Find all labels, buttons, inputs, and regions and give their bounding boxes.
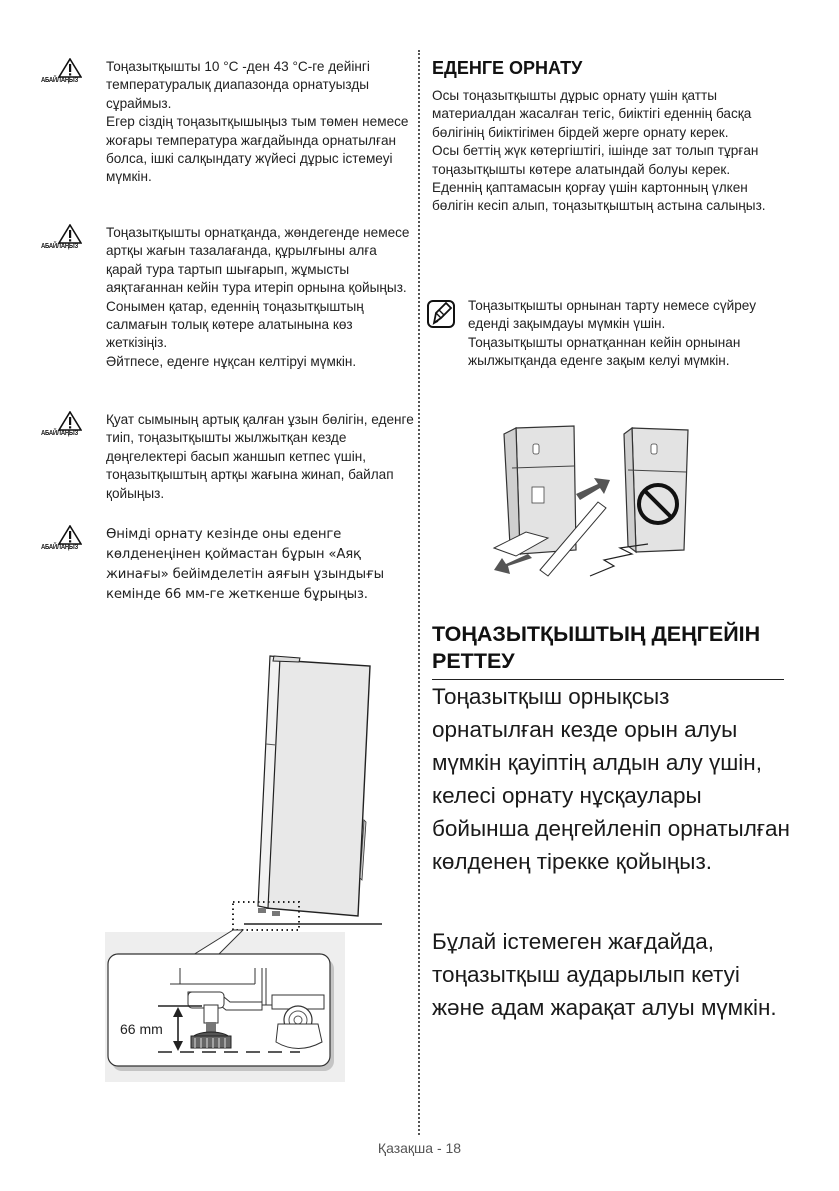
warning-triangle-icon [58,58,82,78]
warning-triangle-icon [58,525,82,545]
caution-text: Сонымен қатар, еденнің тоңазытқыштың салмағын толық көтере алатынына көз жеткізіңіз. [106,298,364,351]
caution-block-leveling-foot [41,525,414,605]
caution-text: Әйтпесе, еденге нұқсан келтіруі мүмкін. [106,353,357,369]
section-title: ЕДЕНГЕ ОРНАТУ [432,58,583,78]
caution-label: АБАЙЛАҢЫЗ [41,243,78,250]
caution-label: АБАЙЛАҢЫЗ [41,544,78,551]
caution-badge [41,411,106,437]
floor-section [432,58,784,216]
caution-block-moving [41,224,414,371]
caution-label: АБАЙЛАҢЫЗ [41,430,78,437]
leveling-text: Бұлай істемеген жағдайда, тоңазытқыш аударылып кетуі және адам жарақат алуы мүмкін. [432,929,777,1020]
caution-text: Өнімді орнату кезінде оны еденге көлденеңінен қоймастан бұрын «Аяқ жинағы» бейімделетін аяғын ұзындығы кемінде 66 мм-ге жеткенше бұрыңыз. [106,527,384,602]
warning-triangle-icon [58,224,82,244]
caution-block-power-cord [41,411,414,503]
dimension-label: 66 mm [120,1021,163,1037]
caution-block-temperature [41,58,414,187]
caution-text: Тоңазытқышты 10 °С -ден 43 °С-ге дейінгі температуралық диапазонда орнатуызды сұраймыз. [106,59,370,111]
fridge-moving-figure [486,420,716,580]
leveling-section-title: ТОҢАЗЫТҚЫШТЫҢ ДЕҢГЕЙІН РЕТТЕУ [432,621,784,680]
note-pencil-icon [426,299,456,329]
caution-badge [41,224,106,250]
caution-text: Егер сіздің тоңазытқышыңыз тым төмен немесе жоғары температура жағдайында орнатылған болса, ішкі салқындату жүйесі дұрыс істемеуі мүмкін. [106,114,409,185]
caution-text: Қуат сымының артық қалған ұзын бөлігін, еденге тиіп, тоңазытқышты жылжытқан кезде дөңгелектері басып жаншып кетпес үшін, тоңазытқыштың артқы жағына жинап, байлап қойыңыз. [106,412,414,501]
section-paragraph: Осы тоңазытқышты дұрыс орнату үшін қатты материалдан жасалған тегіс, биіктігі еденнің басқа бөлігінің биіктігімен бірдей жерге орнату керек. [432,88,752,140]
tilted-refrigerator-figure [100,650,390,1090]
note-text: Тоңазытқышты орнынан тарту немесе сүйреу еденді зақымдауы мүмкін үшін. [468,298,756,332]
caution-badge [41,525,106,551]
page-footer: Қазақша - 18 [377,1140,462,1156]
leveling-paragraph-2 [432,925,792,1024]
caution-label: АБАЙЛАҢЫЗ [41,77,78,84]
column-divider [418,50,420,1135]
note-text: Тоңазытқышты орнатқаннан кейін орнынан жылжытқанда еденге зақым келуі мүмкін. [468,334,741,369]
note-block [426,297,796,371]
leveling-paragraph-1 [432,680,792,878]
section-paragraph: Еденнің қаптамасын қорғау үшін картонның үлкен бөлігін кесіп алып, тоңазытқыштың астына салыңыз. [432,180,766,214]
leveling-text: Тоңазытқыш орнықсыз орнатылған кезде орын алуы мүмкін қауіптің алдын алу үшін, келесі орнату нұсқаулары бойынша деңгейленіп орнатылған көлденең тірекке қойыңыз. [432,684,790,874]
section-paragraph: Осы беттің жүк көтергіштігі, ішінде зат толып тұрған тоңазытқышты көтере алатындай болуы керек. [432,143,759,177]
caution-text: Тоңазытқышты орнатқанда, жөндегенде немесе артқы жағын тазалағанда, құрылғыны алға қарай тура тартып шығарып, жұмысты аяқтағаннан кейін тура итеріп орнына қойыңыз. [106,225,410,296]
warning-triangle-icon [58,411,82,431]
caution-badge [41,58,106,84]
